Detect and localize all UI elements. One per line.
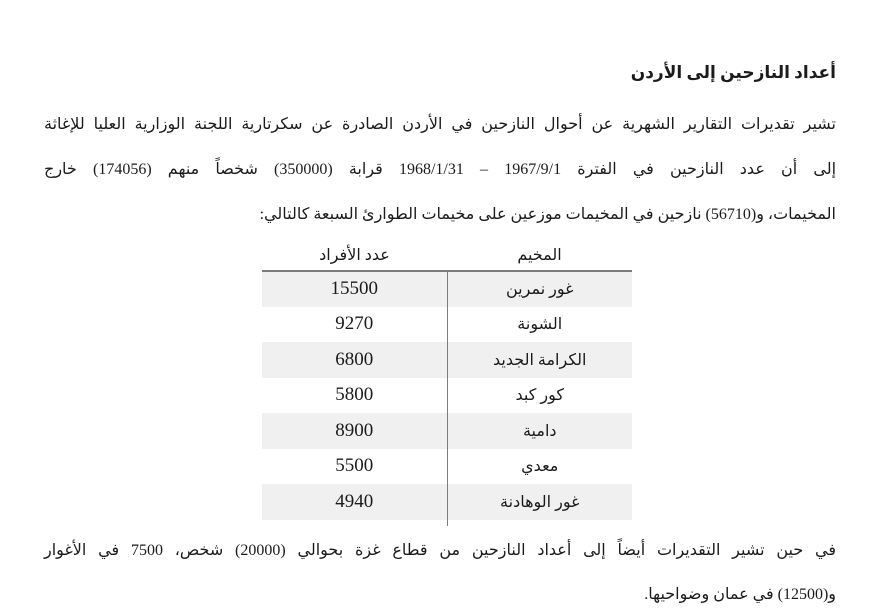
- camp-column-header: المخيم: [447, 240, 632, 271]
- intro-line-1: تشير تقديرات التقارير الشهرية عن أحوال النازحين في الأردن الصادرة عن سكرتارية اللجنة الوزارية العليا للإغاثة: [44, 116, 836, 133]
- table-row: [262, 378, 632, 414]
- camps-table: [262, 240, 632, 526]
- table-row: [262, 307, 632, 343]
- camp-count-cell: 4940: [335, 490, 374, 512]
- count-column-header: عدد الأفراد: [262, 240, 447, 271]
- camp-count-cell: 8900: [335, 419, 374, 441]
- closing-line-2: و(12500) في عمان وضواحيها.: [644, 585, 836, 603]
- table-row: [262, 342, 632, 378]
- table-row: [262, 449, 632, 485]
- camp-count-cell: 5500: [335, 455, 374, 477]
- intro-line-3: المخيمات، و(56710) نازحين في المخيمات موزعين على مخيمات الطوارئ السبعة كالتالي:: [259, 206, 836, 223]
- table-divider-tail: [262, 520, 632, 526]
- table-row: [262, 271, 632, 307]
- camp-name-cell: معدي: [447, 449, 632, 485]
- intro-line-2: إلى أن عدد النازحين في الفترة 1967/9/1 – 1968/1/31 قرابة (350000) شخصاً منهم (174056) خارج: [44, 161, 837, 178]
- camp-count-cell: 5800: [335, 384, 374, 406]
- camp-name-cell: الشونة: [447, 307, 632, 343]
- camp-name-cell: غور الوهادنة: [447, 484, 632, 520]
- table-row: [262, 484, 632, 520]
- closing-line-1: في حين تشير التقديرات أيضاً إلى أعداد النازحين من قطاع غزة بحوالي (20000) شخص، 7500 في الأغوار: [44, 541, 837, 559]
- camp-count-cell: 9270: [335, 313, 374, 335]
- table-header-row: [262, 240, 632, 271]
- table-row: [262, 413, 632, 449]
- intro-paragraph: [44, 102, 836, 237]
- camp-count-cell: 6800: [335, 348, 374, 370]
- page-title: أعداد النازحين إلى الأردن: [630, 63, 836, 82]
- camp-name-cell: دامية: [447, 413, 632, 449]
- camp-count-cell: 15500: [330, 278, 378, 300]
- camp-name-cell: الكرامة الجديد: [447, 342, 632, 378]
- closing-paragraph: [44, 529, 836, 613]
- camp-name-cell: كور كبد: [447, 378, 632, 414]
- camp-name-cell: غور نمرين: [447, 271, 632, 307]
